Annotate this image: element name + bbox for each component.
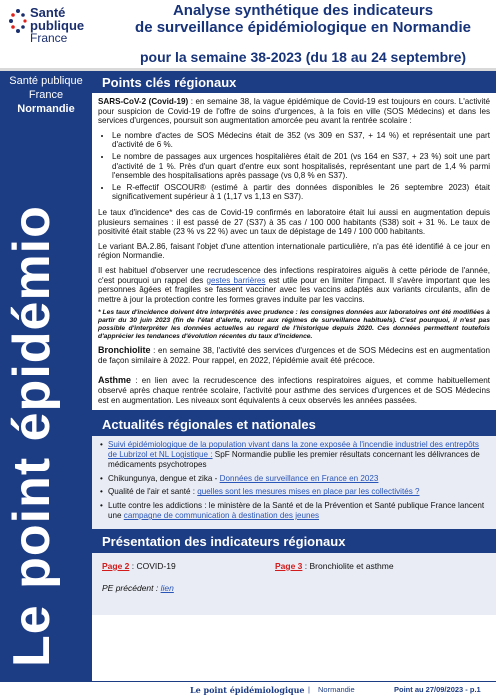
presentation-body xyxy=(92,553,496,615)
list-item xyxy=(100,487,490,497)
page3-link[interactable]: Page 3 xyxy=(275,560,303,571)
page2-label: : COVID-19 xyxy=(129,560,176,571)
title-line2: de surveillance épidémiologique en Normandie xyxy=(135,19,471,36)
bronchiolite-paragraph xyxy=(98,346,490,365)
section-heading-presentation: Présentation des indicateurs régionaux xyxy=(92,529,496,553)
main-column xyxy=(92,71,496,615)
gestes-text-after: est utile pour en limiter l'impact. Il s'avère important que les personnes âgées et fragiles se fassent vacciner avec les vaccins adaptés aux variants circulants, afin de mettre à jour la protection contre les formes graves induite par les vaccins. xyxy=(98,275,490,304)
left-sidebar xyxy=(0,71,92,681)
list-item xyxy=(100,440,490,469)
actualites-list xyxy=(92,436,496,529)
sars-bullet: • Le nombre de passages aux urgences hospitalières était de 201 (vs 164 en S37, + 23 %) soit une part d'activité de 1 %. Près d'un quart d'entre eux sont hospitalisés, représentant une part de 1,4 % parmi l'ensemble des hospitalisations après passage (vs 0,8 % en S37). xyxy=(112,152,490,181)
previous-label: PE précédent : xyxy=(102,582,161,593)
sars-bullets xyxy=(112,131,490,202)
footer-brand: Le point épidémiologique xyxy=(190,685,305,695)
sars-label: SARS-CoV-2 (Covid-19) xyxy=(98,97,189,106)
section-heading-points-cles: Points clés régionaux xyxy=(92,71,496,93)
bronchiolite-text: : en semaine 38, l'activité des services d'urgences et de SOS Médecins est en augmentation de façon similaire à 2022. Pour rappel, en 2022, l'épidémie avait été précoce. xyxy=(98,346,490,365)
page3-label: : Bronchiolite et asthme xyxy=(302,560,394,571)
incidence-note: * Les taux d'incidence doivent être interprétés avec prudence : les consignes données aux laboratoires ont été modifiées à partir du 30 juin 2023 (fin de l'état d'alerte, retour aux régimes de surveillance habituels). C'est pourquoi, il n'est pas possible d'interpréter les données actuelles au regard de l'historique depuis 2020. Ces données permettent toutefois d'apprécier les tendances d'évolution récentes du taux d'incidence. xyxy=(98,309,490,341)
list-item xyxy=(100,474,490,484)
logo-line1: Santé xyxy=(30,5,66,20)
list-item xyxy=(100,501,490,521)
bronchiolite-label: Bronchiolite xyxy=(98,345,151,356)
chikungunya-link[interactable]: Données de surveillance en France en 2023 xyxy=(219,473,379,483)
previous-edition xyxy=(102,583,174,593)
air-text: Qualité de l'air et santé : xyxy=(108,487,198,497)
page-footer xyxy=(0,681,496,696)
air-quality-link[interactable]: quelles sont les mesures mises en place par les collectivités ? xyxy=(197,487,420,497)
page3-entry xyxy=(275,561,394,571)
addictions-campaign-link[interactable]: campagne de communication à destination des jeunes xyxy=(123,511,320,521)
variant-paragraph: Le variant BA.2.86, faisant l'objet d'une attention internationale particulière, n'a pas été identifié à ce jour en région Normandie. xyxy=(98,241,490,261)
title-line1: Analyse synthétique des indicateurs xyxy=(172,2,434,19)
asthme-text: : en lien avec la recrudescence des infections respiratoires aigues, et comme habituellement observé après chaque rentrée scolaire, l'activité pour asthme des services d'urgences et de SOS Médecins est en augmentation. Les niveaux sont équivalents à ceux observés les années passées. xyxy=(98,376,490,405)
week-subtitle: pour la semaine 38-2023 (du 18 au 24 septembre) xyxy=(139,49,467,65)
logo-line3: France xyxy=(30,31,68,45)
logo-dots-icon xyxy=(8,8,28,42)
sars-bullet: • Le R-effectif OSCOUR® (estimé à partir des données disponibles le 26 septembre 2023) était significativement supérieur à 1 (1,17 vs 1,13 en S37). xyxy=(112,183,490,202)
incidence-paragraph: Le taux d'incidence* des cas de Covid-19 confirmés en laboratoire était lui aussi en augmentation depuis plusieurs semaines : il est passé de 27 (S37) à 35 cas / 100 000 habitants (S38) soit + 31 %. Le taux de positivité était stable (23 % vs 22 %) avec un taux de dépistage de 149 / 100 000 habitants. xyxy=(98,207,490,237)
lubrizol-link[interactable]: Suivi épidémiologique de la population vivant dans la zone exposée à l'incendie industriel des entrepôts de Lubrizol et NL Logistique : xyxy=(108,440,479,460)
footer-separator: | xyxy=(308,685,310,694)
gestes-barrieres-link[interactable]: gestes barrières xyxy=(206,275,266,285)
chikungunya-text: Chikungunya, dengue et zika - xyxy=(108,473,220,483)
sars-intro: : en semaine 38, la vague épidémique de Covid-19 est toujours en cours. L'activité pour suspicion de Covid-19 de l'offre de soins d'urgences, à la fois en ville (SOS Médecins) et dans les services d'urgences, poursuit son augmentation amorcée peu avant la rentrée scolaire : xyxy=(98,97,490,126)
section-heading-actualites: Actualités régionales et nationales xyxy=(92,410,496,436)
footer-region: Normandie xyxy=(318,685,355,694)
asthme-label: Asthme xyxy=(98,375,132,386)
footer-date-page: Point au 27/09/2023 - p.1 xyxy=(394,685,481,694)
page2-link[interactable]: Page 2 xyxy=(102,560,130,571)
sars-paragraph xyxy=(98,97,490,126)
addictions-text: Lutte contre les addictions : le ministère de la Santé et de la Prévention et Santé publique France lancent une xyxy=(108,501,485,521)
gestes-paragraph xyxy=(98,266,490,304)
asthme-paragraph xyxy=(98,376,490,405)
gestes-text-before: Il est habituel d'observer une recrudescence des infections respiratoires aiguës à cette période de l'année, c'est pourquoi un rappel des xyxy=(98,265,490,285)
page2-entry xyxy=(102,561,176,571)
previous-link[interactable]: lien xyxy=(160,582,174,593)
sars-bullet: • Le nombre d'actes de SOS Médecins était de 352 (vs 309 en S37, + 14 %) et représentait une part d'activité de 6 %. xyxy=(112,131,490,150)
logo-line2: publique xyxy=(30,18,85,33)
points-cles-body xyxy=(92,93,496,405)
document-title xyxy=(118,2,488,36)
sidebar-region: Normandie xyxy=(17,103,75,115)
lubrizol-text: SpF Normandie publie les premier résultats concernant les délivrances de médicaments psychotropes xyxy=(108,450,480,469)
spf-logo xyxy=(8,6,98,54)
vertical-title: Le point épidémio xyxy=(3,205,61,667)
sidebar-org: Santé publique France xyxy=(9,75,83,101)
